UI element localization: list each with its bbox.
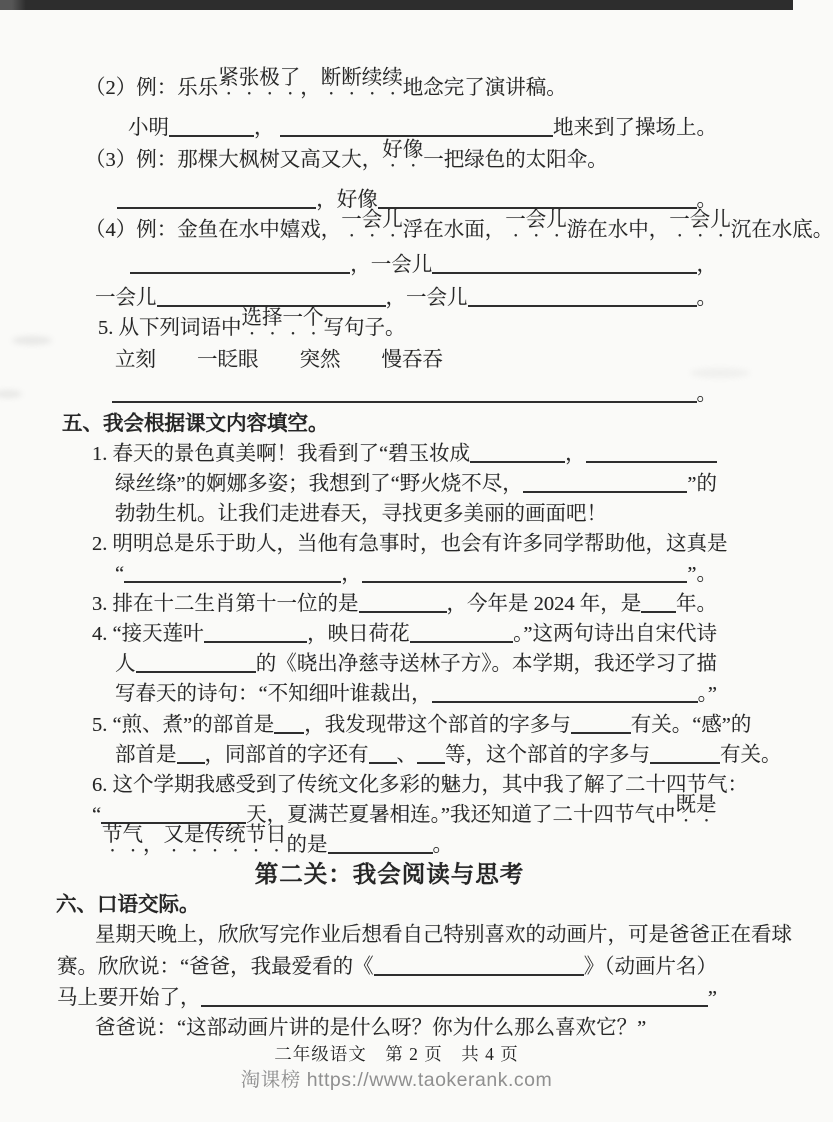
text-segment: ，映日荷花 — [307, 623, 410, 645]
emphasized-text: 选择一个 — [241, 307, 324, 329]
text-line — [57, 980, 717, 1010]
text-segment: 第二关：我会阅读与思考 — [254, 862, 525, 888]
text-segment: 4. “接天莲叶 — [92, 623, 204, 645]
text-segment: 地来到了操场上。 — [553, 117, 717, 139]
text-segment: ， — [341, 563, 362, 585]
text-segment: 3. 排在十二生肖第十一位的是 — [92, 593, 359, 615]
text-segment: 立刻 一眨眼 突然 慢吞吞 — [115, 349, 443, 371]
text-line — [115, 496, 717, 526]
text-segment: 写春天的诗句：“不知细叶谁裁出， — [115, 683, 432, 705]
blank-field — [432, 270, 696, 274]
text-line — [57, 949, 717, 979]
text-segment: 》（动画片名） — [583, 956, 717, 978]
text-segment: 年。 — [676, 593, 717, 615]
text-line — [85, 67, 717, 100]
emphasized-text: 一会儿 — [341, 209, 403, 231]
text-segment: 六、口语交际。 — [56, 894, 200, 916]
text-segment: ，同部首的字还有 — [204, 744, 369, 766]
page-footer: 二年级语文 第 2 页 共 4 页 — [274, 1044, 519, 1064]
text-segment: 五、我会根据课文内容填空。 — [62, 413, 329, 435]
blank-field — [650, 760, 720, 764]
text-segment: “ — [92, 804, 102, 826]
blank-field — [523, 489, 688, 493]
blank-field — [417, 760, 445, 764]
blank-field — [274, 730, 304, 734]
text-segment: 。 — [696, 287, 717, 309]
text-line — [102, 824, 717, 857]
emphasized-text: 一会儿 — [505, 209, 567, 231]
text-line — [115, 676, 717, 706]
text-line — [92, 767, 748, 797]
text-segment: 有关。“感”的 — [630, 714, 752, 736]
text-segment: 地念完了演讲稿。 — [402, 77, 567, 99]
blank-field — [586, 459, 717, 463]
text-segment: ”的 — [687, 473, 717, 495]
emphasized-text: 既是 — [675, 794, 717, 816]
text-segment: （4）例：金鱼在水中嬉戏， — [85, 219, 342, 241]
text-segment: （2）例：乐乐 — [85, 77, 219, 99]
text-segment: 沉在水底。 — [730, 219, 833, 241]
text-segment: 星期天晚上，欣欣写完作业后想看自己特别喜欢的动画片，可是爸爸正在看球 — [95, 924, 792, 946]
emphasized-text: 一会儿 — [669, 209, 731, 231]
text-segment: ， — [143, 834, 164, 856]
blank-field — [117, 205, 316, 209]
text-segment: ， — [300, 77, 321, 99]
text-segment: ” — [707, 987, 717, 1009]
text-segment: ，好像 — [316, 189, 378, 211]
text-segment: 2. 明明总是乐于助人，当他有急事时，也会有许多同学帮助他，这真是 — [92, 533, 728, 555]
text-line — [85, 209, 833, 242]
text-segment: 。 — [696, 383, 717, 405]
blank-field — [204, 639, 308, 643]
text-segment: 1. 春天的景色真美啊！我看到了“碧玉妆成 — [92, 443, 471, 465]
text-segment: （3）例：那棵大枫树又高又大， — [85, 149, 383, 171]
text-line — [92, 616, 717, 646]
text-line — [115, 556, 717, 586]
blank-field — [369, 760, 397, 764]
text-line — [117, 182, 717, 212]
text-line — [95, 280, 717, 310]
text-line — [115, 646, 717, 676]
emphasized-text: 断断续续 — [320, 67, 403, 89]
blank-field — [362, 579, 688, 583]
text-segment: 马上要开始了， — [57, 987, 201, 1009]
emphasized-text: 好像 — [382, 139, 424, 161]
blank-field — [641, 609, 676, 613]
blank-field — [124, 579, 341, 583]
text-segment: ， — [254, 117, 280, 139]
blank-field — [571, 730, 631, 734]
text-segment: 。 — [432, 834, 453, 856]
text-segment: 。”这两句诗出自宋代诗 — [513, 623, 717, 645]
text-segment: 5. “煎、煮”的部首是 — [92, 714, 275, 736]
text-segment: 写句子。 — [323, 317, 406, 339]
text-line — [92, 436, 717, 466]
text-segment: 赛。欣欣说：“爸爸，我最爱看的《 — [57, 956, 374, 978]
blank-field — [112, 399, 697, 403]
text-segment: 6. 这个学期我感受到了传统文化多彩的魅力，其中我了解了二十四节气： — [92, 774, 748, 796]
section-heading — [62, 406, 717, 436]
text-segment: ”。 — [687, 563, 717, 585]
blank-field — [374, 972, 584, 976]
text-segment: 。 — [696, 189, 717, 211]
blank-field — [328, 850, 433, 854]
blank-field — [130, 270, 350, 274]
text-segment: 。” — [697, 683, 717, 705]
blank-field — [201, 1003, 708, 1007]
text-segment: ，一会儿 — [385, 287, 468, 309]
text-segment: 5. 从下列词语中 — [98, 317, 242, 339]
blank-field — [410, 639, 514, 643]
blank-field — [359, 609, 447, 613]
text-segment: 爸爸说：“这部动画片讲的是什么呀？你为什么那么喜欢它？” — [95, 1017, 647, 1039]
text-line — [95, 917, 792, 947]
text-segment: ，今年是 2024 年，是 — [446, 593, 642, 615]
blank-field — [470, 459, 565, 463]
text-line — [130, 247, 717, 277]
text-segment: 小明 — [128, 117, 169, 139]
text-segment: 等，这个部首的字多与 — [445, 744, 650, 766]
text-line — [85, 139, 717, 172]
blank-field — [468, 303, 697, 307]
text-line — [115, 342, 717, 372]
emphasized-text: 节气 — [102, 824, 143, 846]
blank-field — [136, 669, 256, 673]
text-segment: 一把绿色的太阳伞。 — [423, 149, 608, 171]
text-segment: 人 — [115, 653, 136, 675]
text-segment: ， — [696, 254, 717, 276]
text-segment: 一会儿 — [95, 287, 157, 309]
blank-field — [432, 699, 698, 703]
text-segment: 有关。 — [720, 744, 782, 766]
text-segment: 游在水中， — [566, 219, 670, 241]
text-segment: ， — [565, 443, 586, 465]
text-segment: “ — [115, 563, 125, 585]
emphasized-text: 又是传统节日 — [163, 824, 287, 846]
text-segment: ，我发现带这个部首的字多与 — [304, 714, 571, 736]
text-line — [92, 526, 728, 556]
text-line — [112, 376, 717, 406]
watermark: 淘课榜 https://www.taokerank.com — [240, 1069, 553, 1091]
text-line — [92, 707, 752, 737]
text-segment: 浮在水面， — [402, 219, 506, 241]
text-line — [95, 1010, 717, 1040]
text-segment: 的是 — [286, 834, 328, 856]
text-segment: 绿丝绦”的婀娜多姿；我想到了“野火烧不尽， — [115, 473, 523, 495]
blank-field — [177, 760, 205, 764]
text-segment: 、 — [396, 744, 417, 766]
text-line — [98, 307, 717, 340]
text-segment: 勃勃生机。让我们走进春天，寻找更多美丽的画面吧！ — [115, 503, 607, 525]
text-line — [115, 466, 717, 496]
text-segment: 部首是 — [115, 744, 177, 766]
text-line — [115, 737, 782, 767]
part-heading — [62, 857, 717, 889]
section-heading — [56, 887, 717, 917]
text-segment: 天，夏满芒夏暑相连。”我还知道了二十四节气中 — [246, 804, 676, 826]
blank-field — [169, 133, 254, 137]
text-line — [92, 586, 717, 616]
emphasized-text: 紧张极了 — [218, 67, 301, 89]
text-segment: ，一会儿 — [350, 254, 433, 276]
worksheet-body — [56, 67, 833, 1040]
text-segment: 的《晓出净慈寺送林子方》。本学期，我还学习了描 — [255, 653, 717, 675]
